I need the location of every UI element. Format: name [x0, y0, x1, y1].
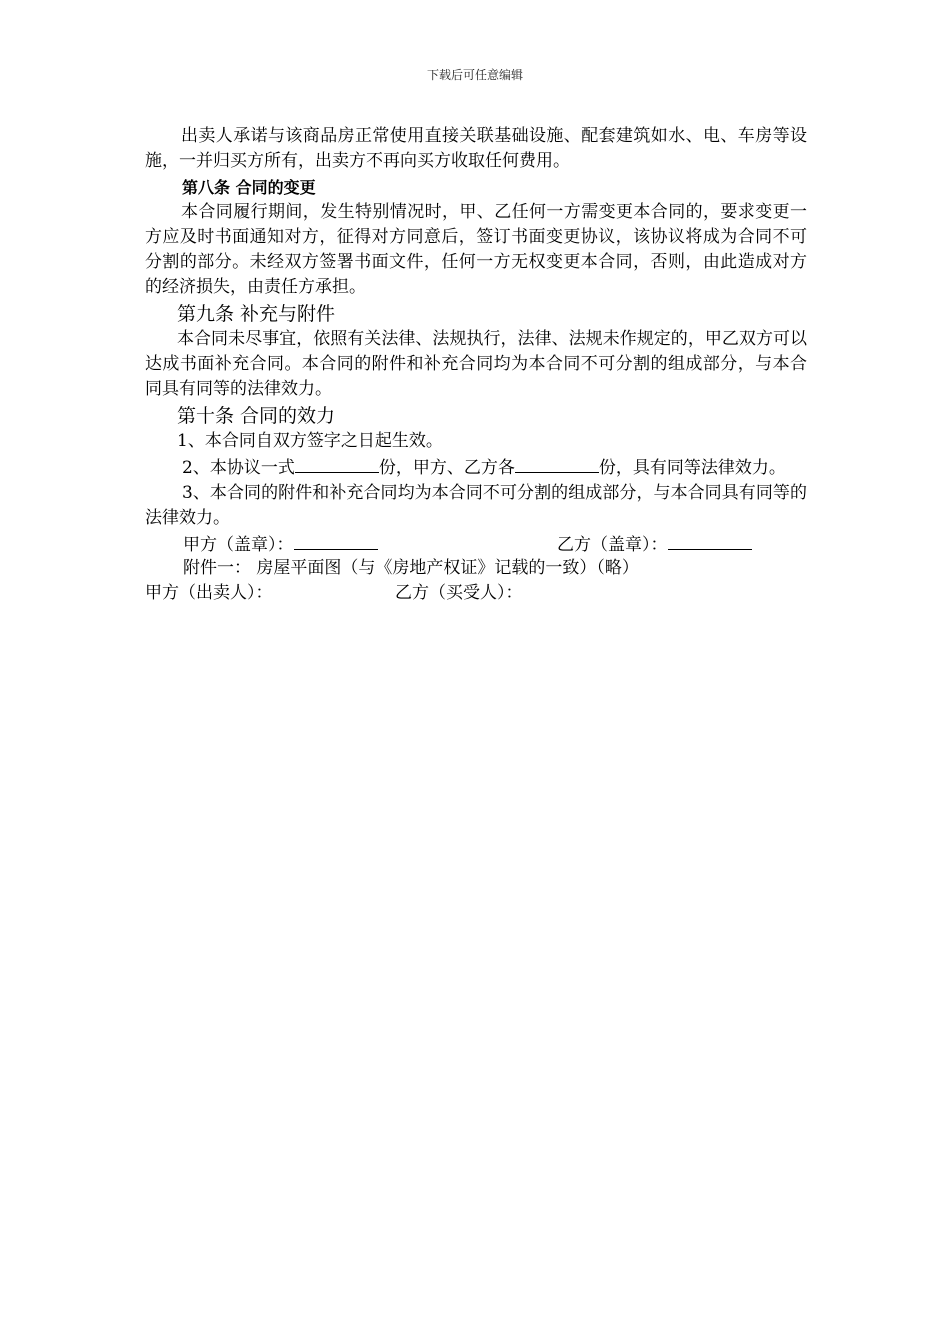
item-2-part-3: 份，具有同等法律效力。: [598, 458, 786, 478]
document-body: [145, 124, 807, 606]
parties-row: [145, 581, 807, 606]
copies-total-blank: [295, 454, 379, 473]
seal-row: [145, 531, 807, 556]
attachment-line: 附件一： 房屋平面图（与《房地产权证》记载的一致）（略）: [183, 558, 639, 578]
party-a-seller: 甲方（出卖人）：: [145, 583, 273, 603]
seal-party-b: [557, 531, 752, 558]
seal-party-b-label: 乙方（盖章）：: [557, 535, 668, 555]
article-8-heading: 第八条 合同的变更: [182, 178, 316, 197]
seal-party-a: [183, 531, 378, 558]
article-9-heading: 第九条 补充与附件: [177, 303, 336, 325]
article-10-item-3: 3、本合同的附件和补充合同均为本合同不可分割的组成部分，与本合同具有同等的法律效力。: [145, 483, 807, 528]
article-9-text: 本合同未尽事宜，依照有关法律、法规执行，法律、法规未作规定的，甲乙双方可以达成书面补充合同。本合同的附件和补充合同均为本合同不可分割的组成部分，与本合同具有同等的法律效力。: [145, 329, 807, 399]
article-10-item-2: [145, 454, 807, 481]
article-10-heading: 第十条 合同的效力: [177, 405, 336, 427]
seal-party-a-blank: [294, 531, 378, 550]
article-8-text: 本合同履行期间，发生特别情况时，甲、乙任何一方需变更本合同的，要求变更一方应及时书面通知对方，征得对方同意后，签订书面变更协议，该协议将成为合同不可分割的部分。未经双方签署书面文件，任何一方无权变更本合同，否则，由此造成对方的经济损失，由责任方承担。: [145, 202, 807, 297]
page-header: 下载后可任意编辑: [426, 68, 523, 82]
party-b-buyer: 乙方（买受人）：: [395, 583, 523, 603]
article-10-item-1: 1、本合同自双方签字之日起生效。: [177, 431, 443, 451]
seal-party-a-label: 甲方（盖章）：: [183, 535, 294, 555]
item-2-part-1: 2、本协议一式: [182, 458, 295, 478]
paragraph-facilities: 出卖人承诺与该商品房正常使用直接关联基础设施、配套建筑如水、电、车房等设施，一并归买方所有，出卖方不再向买方收取任何费用。: [145, 126, 807, 171]
seal-party-b-blank: [668, 531, 752, 550]
copies-each-blank: [515, 454, 599, 473]
item-2-part-2: 份，甲方、乙方各: [378, 458, 515, 478]
